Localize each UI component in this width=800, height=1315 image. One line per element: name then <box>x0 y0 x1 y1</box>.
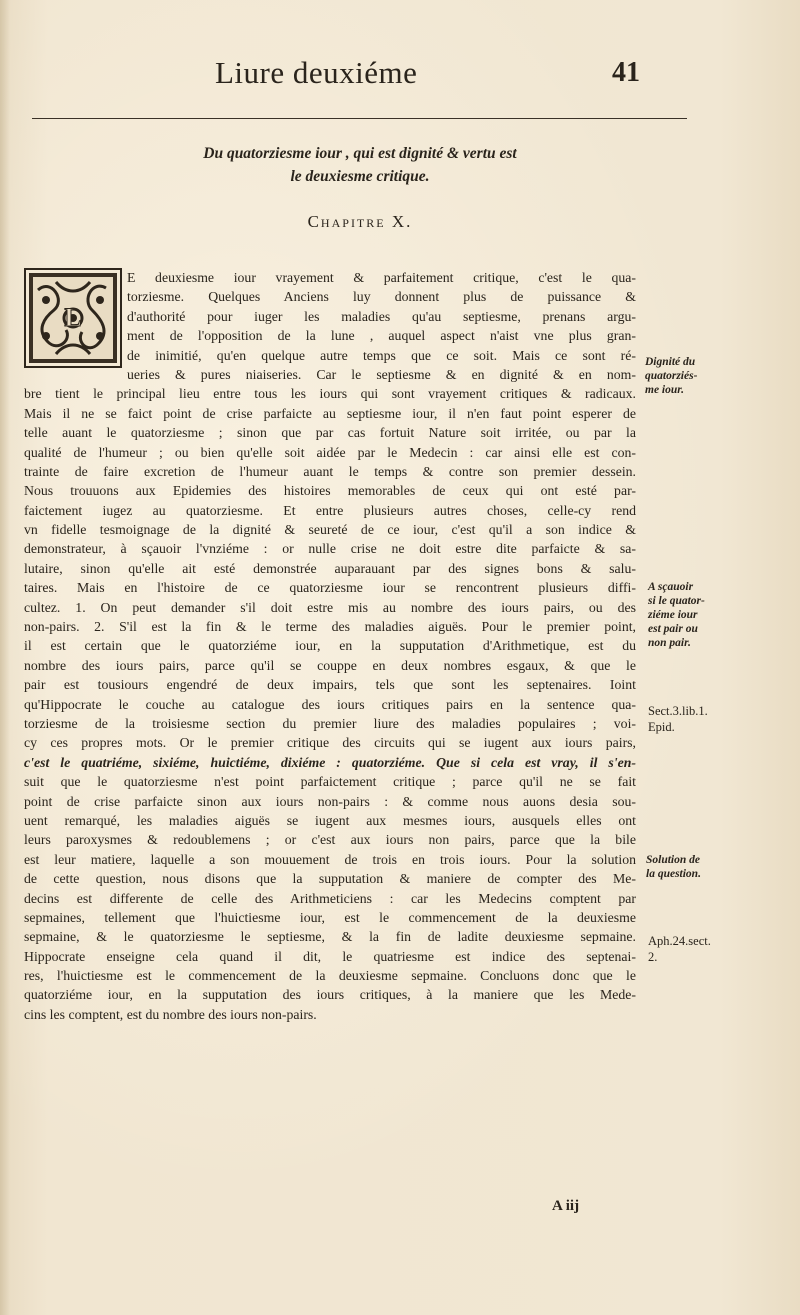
body-line: qualité de l'humeur ; ou bien qu'elle soit aidée par le Medecin : car ainsi elle est con- <box>24 444 636 460</box>
body-line: cultez. 1. On peut demander s'il doit estre mis au nombre des iours pairs, ou des <box>24 599 636 615</box>
body-line: torziesme de la troisiesme section du premier liure des maladies populaires ; voi- <box>24 715 636 731</box>
body-line: vn fidelle tesmoignage de la dignité & seureté de ce iour, c'est qu'il a son indice & <box>24 522 636 538</box>
margin-note-line: ziéme iour <box>648 609 698 621</box>
body-line: res, l'huictiesme est le commencement de la deuxiesme sepmaine. Concluons donc que le <box>24 968 636 984</box>
running-title: Liure deuxiéme <box>215 55 418 90</box>
header-rule <box>32 118 687 119</box>
margin-note-sect <box>648 703 708 735</box>
chapter-heading <box>60 142 660 188</box>
body-line: de cette question, nous disons que la supputation & maniere de compter des Me- <box>24 871 636 887</box>
signature-mark: A iij <box>552 1198 580 1214</box>
body-line: sepmaine, & le quatorziesme le septiesme, & la fin de ladite deuxiesme sepmaine. <box>24 929 636 945</box>
body-line-quotation: c'est le quatriéme, sixiéme, huictiéme, dixiéme : quatorziéme. Que si cela est vray, il s'en- <box>24 754 636 770</box>
margin-note-line: Solution de <box>646 854 701 866</box>
chapter-body <box>24 268 636 1024</box>
chapter-number: Chapitre X. <box>307 212 413 231</box>
margin-note-solution <box>646 853 701 881</box>
body-line: ueries & pures niaiseries. Car le septiesme & en dignité & en nom- <box>127 366 636 382</box>
body-line: qu'Hippocrate le couche au catalogue des iours critiques pairs en la sentence qua- <box>24 696 636 712</box>
margin-note-aph <box>648 933 711 965</box>
body-line: sepmaines, tellement que l'huictiesme iour, est le commencement de la deuxiesme <box>24 909 636 925</box>
body-line: cins les comptent, est du nombre des iours non-pairs. <box>24 1006 317 1022</box>
margin-note-line: Sect.3.lib.1. <box>648 704 708 718</box>
body-line: trainte de faire excretion de l'humeur auant le temps & contre son premier dessein. <box>24 463 636 479</box>
body-line: E deuxiesme iour vrayement & parfaitement critique, c'est le qua- <box>127 270 636 285</box>
chapter-heading-line: le deuxiesme critique. <box>290 168 430 185</box>
body-line: il est certain que le quatorziéme iour, en la supputation d'Arithmetique, est du <box>24 638 636 654</box>
margin-note-line: A sçauoir <box>648 581 694 593</box>
body-line: ment de l'opposition de la lune , auquel aspect n'aist vne plus gran- <box>127 328 636 344</box>
body-line: pair est tousiours engendré de deux impairs, tels que sont les septenaires. Ioint <box>24 677 636 693</box>
body-line: d'authorité pour iuger les maladies qu'au septiesme, prenans argu- <box>127 308 636 324</box>
chapter-heading-line: Du quatorziesme iour , qui est dignité & vertu est <box>203 145 517 162</box>
body-line: lutaire, sinon qu'elle ait esté demonstrée auparauant par des signes bons & salu- <box>24 560 636 576</box>
binding-shadow <box>0 0 10 1315</box>
body-line: suit que le quatorziesme n'est point parfaictement critique ; parce qu'il ne se fait <box>24 774 636 790</box>
margin-note-line: Dignité du <box>645 356 696 368</box>
margin-note-asavoir <box>648 580 705 650</box>
body-line: est leur matiere, laquelle a son mouuement de trois en trois iours. Pour la solution <box>24 851 636 867</box>
body-line: bre tient le principal lieu entre tous les iours qui sont vrayement critiques & radicaux. <box>24 386 636 402</box>
body-line: point de crise parfaicte sinon aux iours non-pairs : & comme nous auons desia sou- <box>24 793 636 809</box>
body-line: leurs paroxysmes & redoublemens ; or c'est aux iours non pairs, parce que la bile <box>24 832 636 848</box>
body-line: nombre des iours pairs, parce qu'il se couppe en deux nombres esgaux, & que le <box>24 657 636 673</box>
running-head <box>0 55 800 105</box>
margin-note-line: est pair ou <box>648 623 698 635</box>
body-line: demonstrateur, à sçauoir l'vnziéme : or nulle crise ne doit estre dite parfaicte & sa- <box>24 541 636 557</box>
margin-note-line: Aph.24.sect. <box>648 934 711 948</box>
body-line: Hippocrate enseigne cela quand il dit, le quatriesme est indice des septenai- <box>24 948 636 964</box>
margin-note-line: Epid. <box>648 720 675 734</box>
margin-note-line: quatorziés- <box>645 370 698 382</box>
body-line: quatorziéme iour, en la supputation des iours critiques, à la maniere que les Mede- <box>24 987 636 1003</box>
body-line: Mais il ne se faict point de crise parfaicte au septiesme iour, il n'en faut point esperer de <box>24 405 636 421</box>
body-line: de inimitié, qu'en quelque autre temps que ce soit. Mais ce sont ré- <box>127 347 636 363</box>
body-line: cy ces propres mots. Or le premier critique des circuits qui se iugent aux iours pairs, <box>24 735 636 751</box>
margin-note-line: non pair. <box>648 637 691 649</box>
body-line: decins est differente de celle des Arithmeticiens : car les Medecins comptent par <box>24 890 636 906</box>
body-line: Nous trouuons aux Epidemies des histoires memorables de ceux qui ont esté par- <box>24 483 636 499</box>
body-line: taires. Mais en l'histoire de ce quatorziesme iour se rencontrent plusieurs diffi- <box>24 580 636 596</box>
body-line: uent remarqué, les maladies aiguës se iugent aux mesmes iours, ausquels elles ont <box>24 812 636 828</box>
body-line: faictement iugez au quatorziesme. Et entre plusieurs autres choses, celle-cy rend <box>24 502 636 518</box>
margin-note-line: me iour. <box>645 384 684 396</box>
svg-text:L: L <box>64 303 82 332</box>
page-number: 41 <box>612 57 640 88</box>
body-line: non-pairs. 2. S'il est la fin & le terme des maladies aiguës. Pour le premier point, <box>24 619 636 635</box>
margin-note-line: si le quator- <box>648 595 705 607</box>
body-line: torziesme. Quelques Anciens luy donnent plus de puissance & <box>127 289 636 305</box>
body-line: telle auant le quatorziesme ; sinon que par cas fortuit Nature soit irritée, ou par la <box>24 425 636 441</box>
margin-note-line: la question. <box>646 868 701 880</box>
margin-note-line: 2. <box>648 950 658 964</box>
margin-note-dignite <box>645 355 697 397</box>
